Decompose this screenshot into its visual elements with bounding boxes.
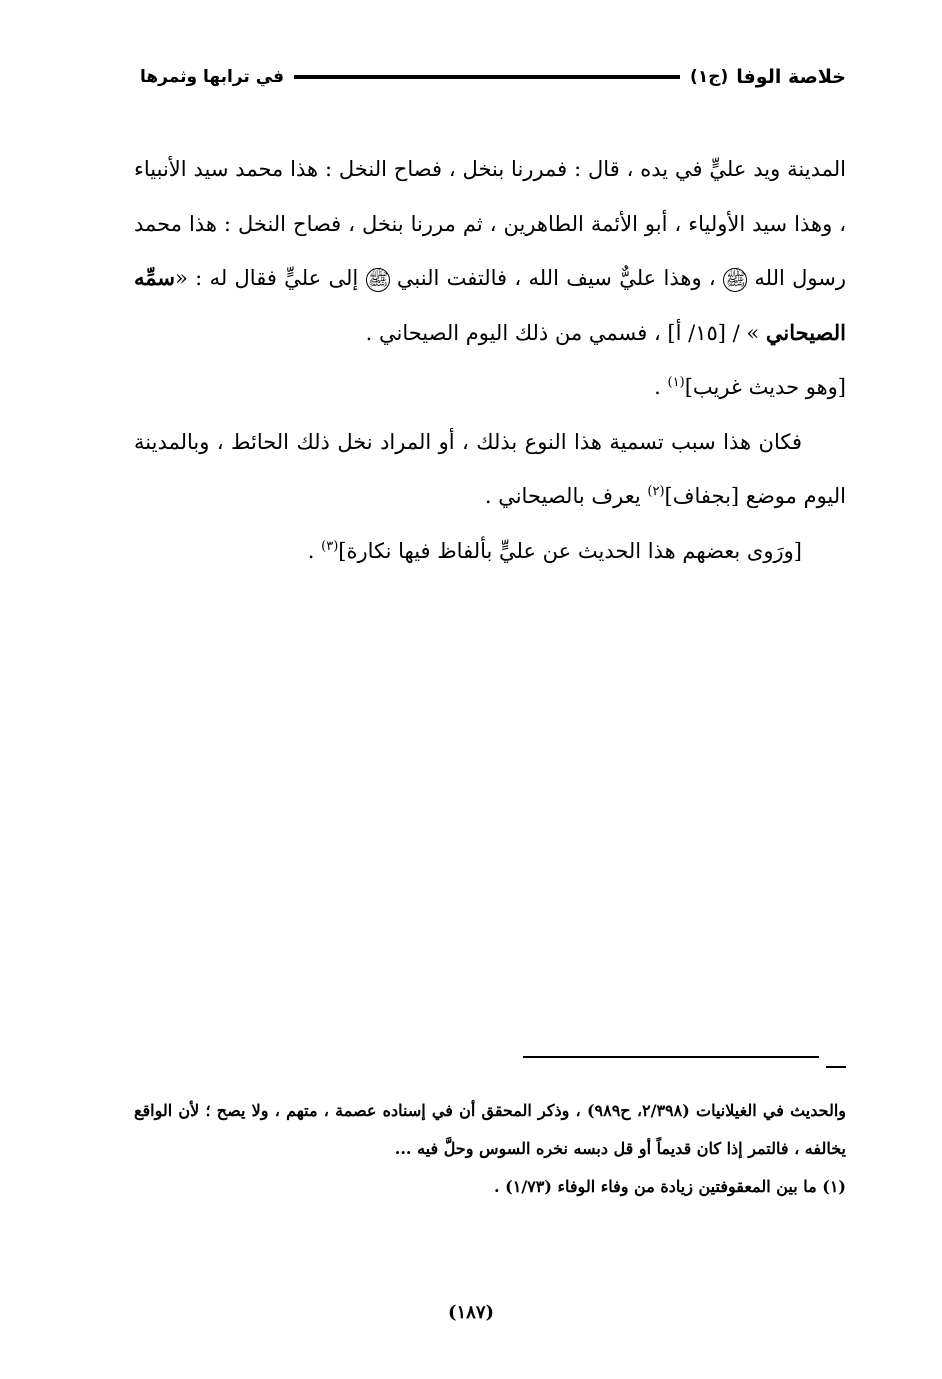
running-header: [140, 62, 846, 92]
header-rule: [294, 75, 680, 79]
paragraph-2-text-a: فكان هذا سبب تسمية هذا النوع بذلك ، أو المراد نخل ذلك الحائط ، وبالمدينة اليوم موضع [بجفاف]: [134, 429, 846, 508]
paragraph-1-text-b: ، وهذا عليٌّ سيف الله ، فالتفت النبي: [396, 266, 716, 290]
footnote-separator: [523, 1056, 819, 1058]
page-number: (١٨٧): [447, 1302, 495, 1323]
footnote-ref-1[interactable]: (١): [667, 375, 685, 390]
header-title: خلاصة الوفا: [736, 66, 846, 88]
paragraph-2-text-b: يعرف بالصيحاني .: [484, 484, 641, 508]
paragraph-1-text-a: المدينة ويد عليٍّ في يده ، قال : فمررنا بنخل ، فصاح النخل : هذا محمد سيد الأنبياء ، وهذا سيد الأولياء ، أبو الأئمة الطاهرين ، ثم مررنا بنخل ، فصاح النخل : هذا محمد رسول الله: [134, 157, 846, 290]
bold-term: سمِّه الصيحاني: [134, 265, 846, 345]
paragraph-1-text-d: » / [١٥/ أ] ، فسمي من ذلك اليوم الصيحاني .: [365, 320, 760, 345]
footnote-dash: [826, 1066, 846, 1068]
paragraph-1-text-c: إلى عليٍّ فقال له : «: [175, 266, 359, 290]
header-volume: (ج١): [690, 67, 729, 87]
footnote-ref-3[interactable]: (٣): [321, 538, 339, 554]
footnote-ref-2[interactable]: (٢): [647, 484, 665, 499]
paragraph-1: [134, 142, 846, 415]
paragraph-3-text: [ورَوى بعضهم هذا الحديث عن عليٍّ بألفاظ فيها نكارة]: [338, 538, 802, 563]
paragraph-1-text-e: [وهو حديث غريب]: [684, 375, 846, 399]
paragraph-3-end: .: [307, 538, 315, 563]
paragraph-1-end: .: [654, 375, 661, 399]
header-subtitle: في ترابها وثمرها: [140, 67, 285, 87]
paragraph-2: [134, 415, 846, 524]
footnote-1: (١) ما بين المعقوفتين زيادة من وفاء الوفاء (١/٧٣) .: [494, 1177, 846, 1196]
salutation-icon: ﷺ: [366, 268, 390, 292]
salutation-icon: ﷺ: [723, 268, 747, 292]
footnote-continuation: والحديث في الغيلانيات (٢/٣٩٨، ح٩٨٩) ، وذكر المحقق أن في إسناده عصمة ، متهم ، ولا يصح ؛ لأن الواقع يخالفه ، فالتمر إذا كان قديماً أو قل دبسه نخره السوس وحلَّ فيه ...: [134, 1101, 847, 1158]
main-text: [134, 142, 846, 578]
footnotes: [134, 1092, 846, 1206]
paragraph-3: [134, 524, 846, 579]
